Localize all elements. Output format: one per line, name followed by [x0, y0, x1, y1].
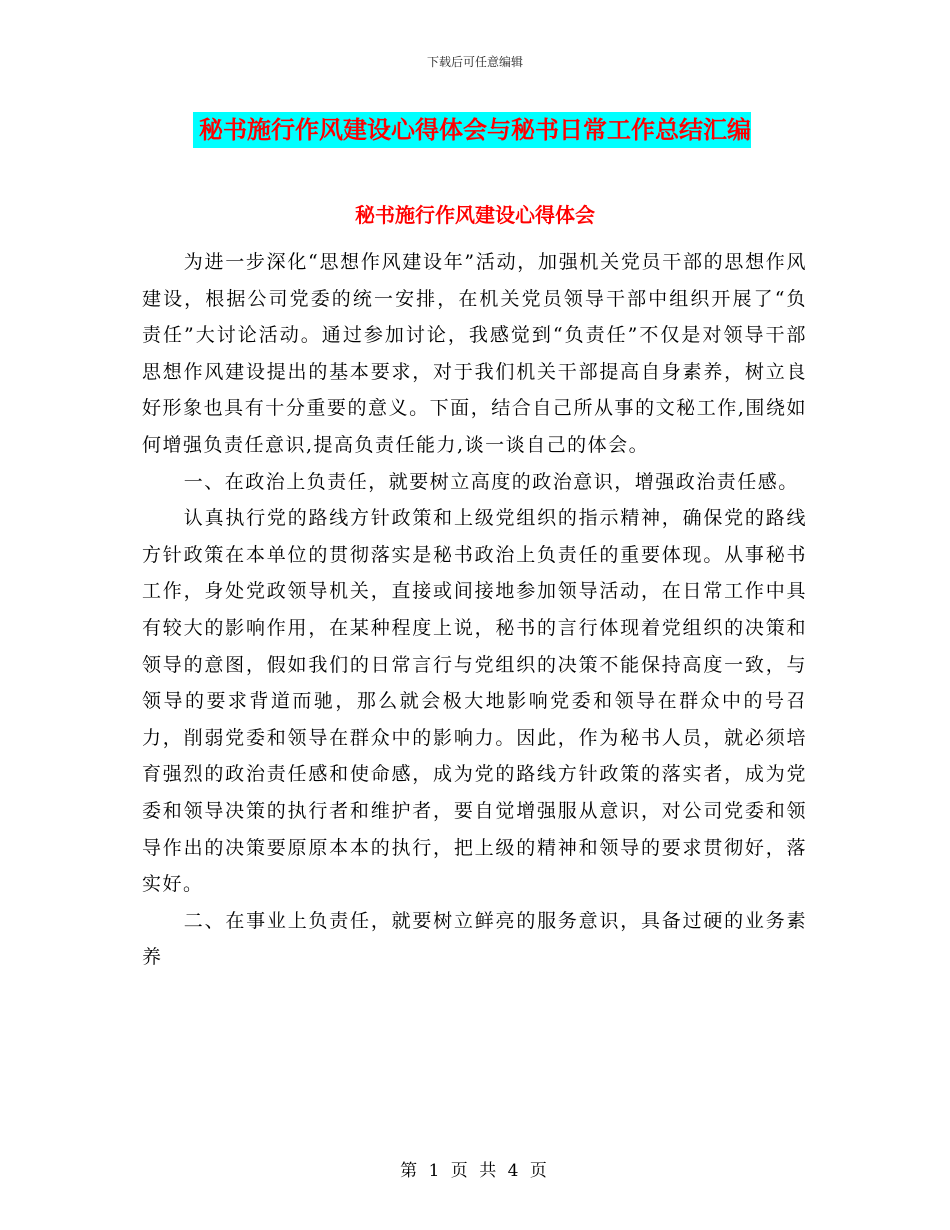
document-title: 秘书施行作风建设心得体会与秘书日常工作总结汇编 [193, 112, 751, 148]
paragraph-intro: 为进一步深化“思想作风建设年”活动，加强机关党员干部的思想作风建设，根据公司党委的统一安排，在机关党员领导干部中组织开展了“负责任”大讨论活动。通过参加讨论，我感觉到“负责任”不仅是对领导干部思想作风建设提出的基本要求，对于我们机关干部提高自身素养，树立良好形象也具有十分重要的意义。下面，结合自己所从事的文秘工作,围绕如何增强负责任意识,提高负责任能力,谈一谈自己的体会。 [142, 251, 807, 456]
header-note: 下载后可任意编辑 [426, 55, 523, 69]
paragraph-point-one-heading: 一、在政治上负责任，就要树立高度的政治意识，增强政治责任感。 [183, 470, 799, 493]
section-title: 秘书施行作风建设心得体会 [355, 203, 595, 227]
paragraph-point-two-heading: 二、在事业上负责任，就要树立鲜亮的服务意识，具备过硬的业务素养 [142, 909, 807, 969]
document-body [142, 244, 807, 976]
paragraph-point-one-body: 认真执行党的路线方针政策和上级党组织的指示精神，确保党的路线方针政策在本单位的贯彻落实是秘书政治上负责任的重要体现。从事秘书工作，身处党政领导机关，直接或间接地参加领导活动，在日常工作中具有较大的影响作用，在某种程度上说，秘书的言行体现着党组织的决策和领导的意图，假如我们的日常言行与党组织的决策不能保持高度一致，与领导的要求背道而驰，那么就会极大地影响党委和领导在群众中的号召力，削弱党委和领导在群众中的影响力。因此，作为秘书人员，就必须培育强烈的政治责任感和使命感，成为党的路线方针政策的落实者，成为党委和领导决策的执行者和维护者，要自觉增强服从意识，对公司党委和领导作出的决策要原原本本的执行，把上级的精神和领导的要求贯彻好，落实好。 [142, 507, 807, 896]
page-number: 第 1 页 共 4 页 [400, 1161, 550, 1181]
